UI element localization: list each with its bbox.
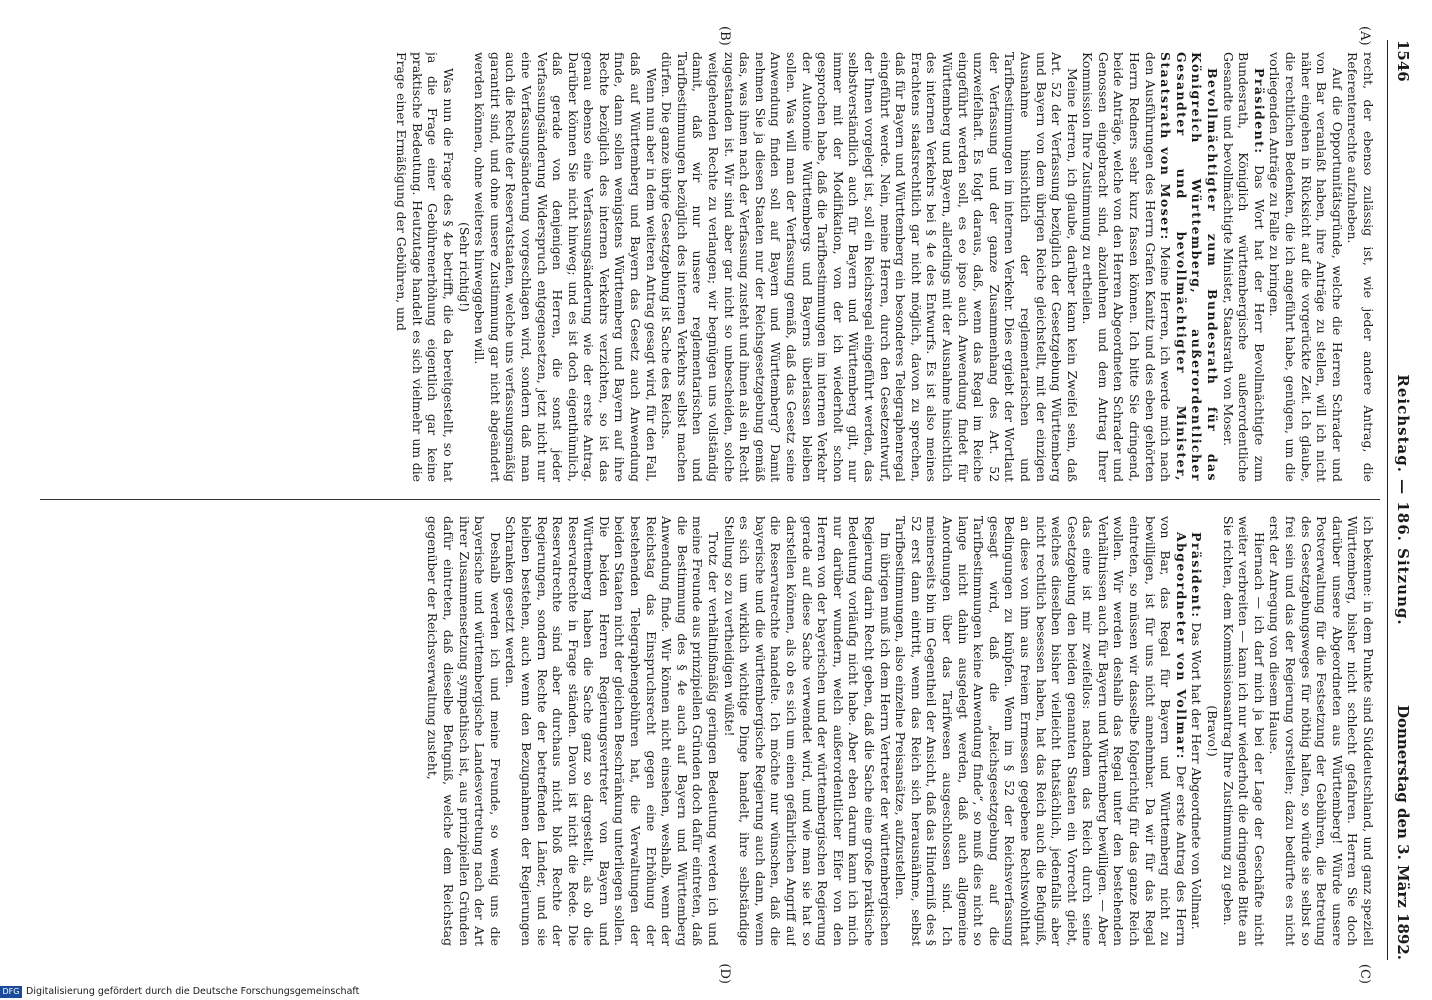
paragraph-text: (Sehr richtig!) bbox=[456, 222, 472, 312]
paragraph bbox=[1220, 516, 1267, 946]
paragraph-text: (Bravo!) bbox=[1205, 705, 1221, 757]
margin-marker-b: (B) bbox=[717, 26, 732, 46]
paragraph-text: Der erste Antrag des Herrn von Bar, das Regal für Bayern und Württemberg nicht zu bewilligen, ist für uns nicht annehmbar. Da wir für das Regal eintreten, so müssen wir dasselbe folgerichtig für das ganze Reich wollen. Wir werden deshalb das Regal unter den bestehenden Verhältnissen auch für Bayern und Württemberg bewilligen. — Aber das eine ist mir zweifellos: nachdem das Reich durch seine Gesetzgebung den beiden genannten Staaten ein Vorrecht giebt, welches dieselben bisher vielleicht thatsächlich, jedenfalls aber nicht rechtlich besessen haben, hat das Reich auch die Befugniß, an diese von ihm aus freiem Ermessen gegebene Rechtswohlthat Bedingungen zu knüpfen. Wenn im § 52 der Reichsverfassung gesagt wird, daß die „Reichsgesetzgebung auf die Tarifbestimmungen keine Anwendung finde“, so muß dies nicht so lange nicht dahin ausgelegt werden, daß auch allgemeine Anordnungen über das Tarifwesen ausgeschlossen sind. Ich meinerseits bin im Gegentheil der Ansicht, daß das Hinderniß des § 52 erst dann eintritt, wenn das Reich sich herausnähme, selbst Tarifbestimmungen, also einzelne Preisansätze, aufzustellen. bbox=[893, 516, 1189, 946]
paragraph-text: Das Wort hat der Herr Abgeordnete von Vollmar. bbox=[1189, 618, 1205, 930]
page-number: 1546 bbox=[1394, 40, 1412, 82]
speaker-name: Präsident: bbox=[1251, 68, 1267, 155]
paragraph-text: Das Wort hat der Herr Bevollmächtigte zum Bundesrath, Königlich württembergische außerordentliche Gesandte und bevollmächtigte Minister, Staatsrath von Moser. bbox=[1220, 52, 1267, 482]
paragraph bbox=[503, 516, 721, 946]
paragraph bbox=[394, 52, 456, 482]
paragraph-text: Im übrigen muß ich dem Herrn Vertreter der württembergischen Regierung darin Recht geben, daß die Sache eine große praktische Bedeutung vorläufig nicht habe. Aber eben darum kann ich mich nur darüber wundern, welch außerordentlicher Eifer von den Herren von der bayerischen und der württembergischen Regierung gerade auf diese Sache verwendet wird, und wie man sie hat so darstellen können, als ob es sich um einen gefährlichen Angriff auf die Reservatrechte handelte. Ich möchte nur wünschen, daß die bayerische und die württembergische Regierung auch dann, wenn es sich um wirklich wichtige Dinge handelt, ihre selbständige Stellung so zu vertheidigen wüßte! bbox=[721, 516, 893, 946]
column-divider bbox=[40, 499, 1380, 500]
paragraph-text: recht, der ebenso zulässig ist, wie jeder andere Antrag, die Referentenrechte aufzuheben. bbox=[1345, 52, 1376, 482]
paragraph-text: Meine Herren, ich glaube, darüber kann kein Zweifel sein, daß Art. 52 der Verfassung bezüglich der Gesetzgebung Württemberg und Bayern von dem übrigen Reiche gleichstellt, mit der einzigen Ausnahme hinsichtlich der reglementarischen und Tarifbestimmungen im internen Verkehr. Dies ergiebt der Wortlaut der Verfassung und der ganze Zusammenhang des Art. 52 unzweifelhaft. Es folgt daraus, daß, wenn das Regal im Reiche eingeführt werden soll, es eo ipso auch Anwendung findet für Württemberg und Bayern, allerdings mit der Ausnahme hinsichtlich des internen Verkehrs bei § 4e des Entwurfs. Es ist also meines Erachtens staatsrechtlich gar nicht möglich, davon zu sprechen, daß für Bayern und Württemberg ein besonderes Telegraphenregal eingeführt werde. Nein, meine Herren, durch den Gesetzentwurf, der Ihnen vorgelegt ist, soll ein Reichsregal eingeführt werden, das selbstverständlich auch für Bayern und Württemberg gilt, nur immer mit der Modifikation, von der ich wiederholt schon gesprochen habe, daß die Tarifbestimmungen im internen Verkehr der Autonomie Württembergs und Bayerns überlassen bleiben sollen. Was will man der Verfassung gemäß, daß das Gesetz seine Anwendung finden soll auf Bayern und Württemberg? Damit nehmen Sie ja diesen Staaten nur der Reichsgesetzgebung gemäß das, was ihnen nach der Verfassung zusteht und ihnen als ein Recht zugestanden ist. Wir sind aber gar nicht so unbescheiden, solche weitgehenden Rechte zu verlangen; wir begnügen uns vollständig damit, daß wir nur unsere reglementarischen und Tarifbestimmungen bezüglich des internen Verkehrs selbst machen dürfen. Die ganze übrige Gesetzgebung ist Sache des Reichs. bbox=[659, 52, 1080, 482]
paragraph bbox=[1204, 516, 1220, 946]
paragraph-text: ich bekenne: in dem Punkte sind Süddeutschland, und ganz speziell Württemberg, bisher nicht schlecht gefahren. Herren Sie doch darüber unsere Abgeordneten aus Württemberg! Würde unsere Postverwaltung für die Festsetzung der Gebühren, die Betretung des Gesetzgebungsweges für nöthig halten, so würde sie selbst so frei sein und das der Regierung vorstellen; dazu bedürfte es nicht erst der Anregung von diesem Hause. bbox=[1267, 516, 1376, 946]
text-column-left bbox=[40, 52, 1376, 482]
paragraph bbox=[472, 52, 659, 482]
paragraph bbox=[1080, 52, 1220, 482]
speaker-name: Präsident: bbox=[1189, 532, 1205, 619]
paragraph bbox=[1267, 52, 1345, 482]
paragraph bbox=[1189, 516, 1205, 946]
paragraph bbox=[893, 516, 1189, 946]
paragraph-text: Auf die Opportunitätsgründe, welche die Herren Schrader und von Bar veranlaßt haben, ihre Anträge zu stellen, will ich nicht näher eingehen in Rücksicht auf die vorgerückte Zeit. Ich glaube, die rechtlichen Bedenken, die ich angeführt habe, genügen, um die vorliegenden Anträge zu Falle zu bringen. bbox=[1267, 52, 1345, 482]
paragraph bbox=[659, 52, 1080, 482]
paragraph-text: Meine Herren, ich werde mich nach den Ausführungen des Herrn Grafen Kanitz und des eben gehörten Herrn Redners sehr kurz fassen können. Ich bitte Sie dringend, beide Anträge, welche von den Herren Abgeordneten Schrader und Genossen eingebracht sind, abzulehnen und dem Antrag Ihrer Kommission Ihre Zustimmung zu ertheilen. bbox=[1080, 52, 1174, 482]
speaker-name: Abgeordneter von Vollmar: bbox=[1173, 532, 1189, 760]
paragraph bbox=[456, 52, 472, 482]
paragraph-text: Wenn nun aber in dem weiteren Antrag gesagt wird, für den Fall, daß auf Württemberg und Bayern das Gesetz auch Anwendung finde, dann sollen wenigstens Württemberg und Bayern auf ihre Rechte bezüglich des internen Verkehrs verzichten, so ist das genau ebenso eine Verfassungsänderung wie der erste Antrag. Darüber können Sie nicht hinweg; und es ist doch eigenthümlich, daß gerade von denjenigen Herren, die sonst jeder Verfassungsänderung Widerspruch entgegensetzen, jetzt nicht nur eine Verfassungsänderung vorgeschlagen wird, sondern daß man auch die Rechte der Reservatstaaten, welche uns verfassungsmäßig garantirt sind, und ohne unsere Zustimmung gar nicht abgeändert werden können, ohne weiteres hinweggeben will. bbox=[472, 52, 659, 482]
text-column-right bbox=[40, 516, 1376, 946]
page-header bbox=[1387, 40, 1414, 960]
margin-marker-a: (A) bbox=[1357, 26, 1372, 46]
paragraph-text: Deshalb werden ich und meine Freunde, so wenig uns die bayerische und württembergische Landesvertretung nach der Art ihrer Zusammensetzung sympathisch ist, aus prinzipiellen Gründen dafür eintreten, daß dieselbe Befugniß, welche dem Reichstag gegenüber der Reichsverwaltung zusteht, bbox=[425, 516, 503, 946]
margin-marker-c: (C) bbox=[1357, 963, 1372, 984]
paragraph-text: Hiernach — ich darf mich ja bei der Lage der Geschäfte nicht weiter verbreiten — kann ich nur wiederholt die dringende Bitte an Sie richten, dem Kommissionsantrag Ihre Zustimmung zu geben. bbox=[1220, 516, 1267, 946]
speaker-name: Bevollmächtigter zum Bundesrath für das Königreich Württemberg, außerordentlicher Gesandter und bevollmächtigter Minister, Staatsrath von Moser: bbox=[1158, 52, 1221, 482]
digitization-credit: Digitalisierung gefördert durch die Deutsche Forschungsgemeinschaft bbox=[26, 986, 360, 997]
dfg-logo: DFG bbox=[0, 986, 22, 998]
paragraph bbox=[425, 516, 503, 946]
session-date: Donnerstag den 3. März 1892. bbox=[1394, 704, 1412, 960]
paragraph-text: Was nun die Frage des § 4e betrifft, die da bereitgestellt, so hat ja die Frage einer Gebührenerhöhung eigentlich gar keine praktische Bedeutung. Heutzutage handelt es sich vielmehr um die Frage einer Ermäßigung der Gebühren, und bbox=[394, 52, 456, 482]
paragraph bbox=[1220, 52, 1267, 482]
session-title: Reichstag. — 186. Sitzung. bbox=[1394, 374, 1412, 626]
margin-marker-d: (D) bbox=[717, 963, 732, 984]
paragraph bbox=[1345, 52, 1376, 482]
paragraph-text: Trotz der verhältnißmäßig geringen Bedeutung werden ich und meine Freunde aus prinzipiellen Gründen doch dafür eintreten, daß die Bestimmung des § 4e auch auf Bayern und Württemberg Anwendung finde. Wir können nicht einsehen, weshalb, wenn der Reichstag das Einspruchsrecht gegen eine Erhöhung der bestehenden Telegraphengebühren hat, die Verwaltungen der beiden Staaten nicht der gleichen Beschränkung unterliegen sollen. Die beiden Herren Regierungsvertreter von Bayern und Württemberg haben die Sache ganz so dargestellt, als ob die Reservatrechte in Frage ständen. Davon ist nicht die Rede. Die Reservatrechte sind aber durchaus nicht bloß Rechte der Regierungen, sondern Rechte der betreffenden Länder, und sie bleiben bestehen, auch wenn den Bezugnahmen der Regierungen Schranken gesetzt werden. bbox=[503, 516, 722, 946]
paragraph bbox=[1267, 516, 1376, 946]
paragraph bbox=[721, 516, 893, 946]
